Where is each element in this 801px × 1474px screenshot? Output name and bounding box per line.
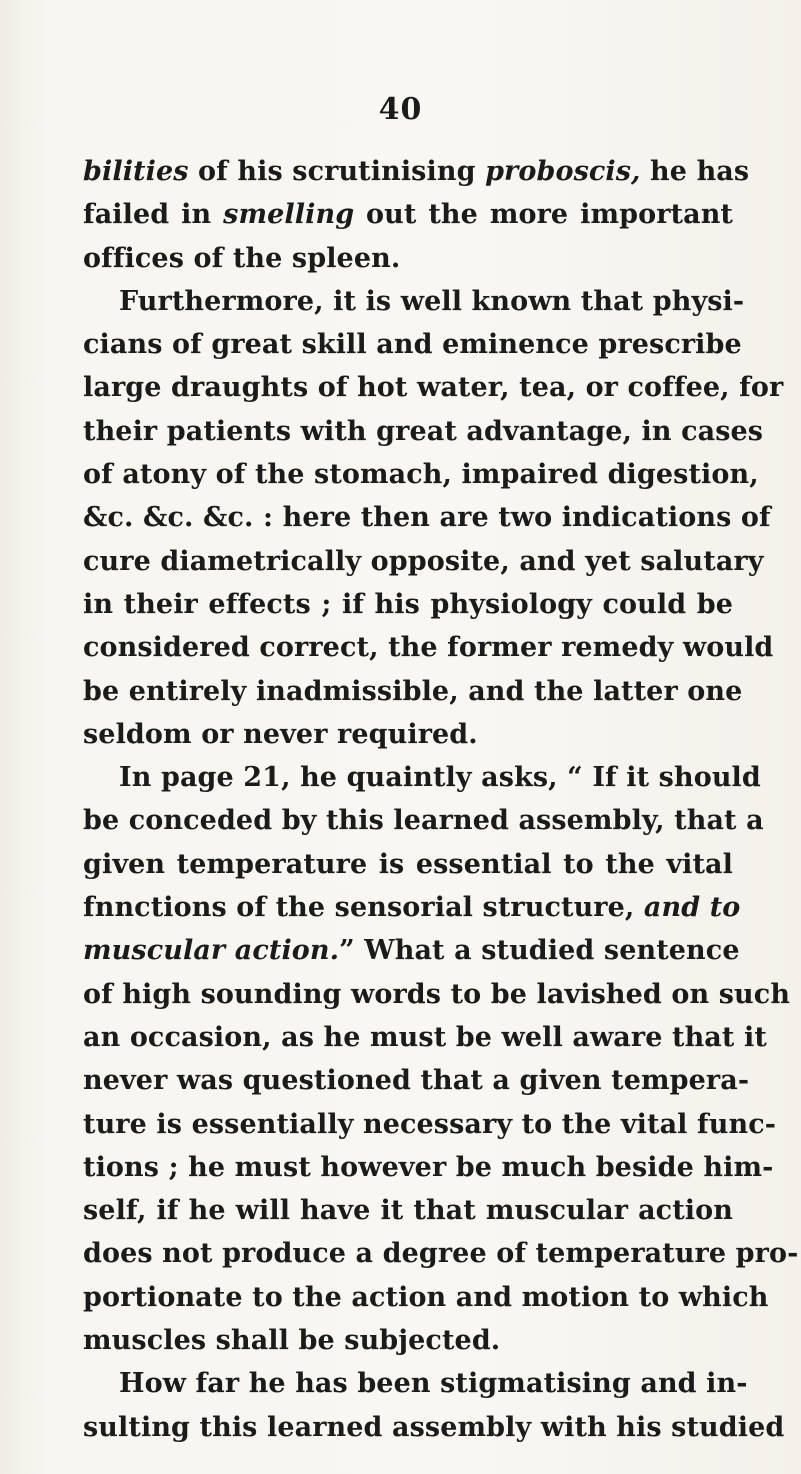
- text-line: [83, 1103, 777, 1146]
- text-line: [83, 540, 764, 583]
- text-line: [83, 756, 761, 799]
- text-run: seldom or never required.: [83, 718, 478, 750]
- text-run: sulting this learned assembly with his studied: [83, 1411, 785, 1443]
- text-run: portionate to the action and motion to which: [83, 1281, 769, 1313]
- text-line: [83, 453, 759, 496]
- text-run: ture is essentially necessary to the vital func-: [83, 1108, 777, 1140]
- text-run: considered correct, the former remedy would: [83, 632, 774, 664]
- text-line: [83, 843, 733, 886]
- text-line: [83, 323, 742, 366]
- text-line: [83, 1016, 767, 1059]
- text-line: [83, 626, 774, 669]
- text-line: [83, 193, 733, 236]
- text-run: ” What a studied sentence: [339, 935, 740, 967]
- text-line: [83, 583, 733, 626]
- body-text: [83, 150, 799, 1449]
- text-line: [83, 1406, 785, 1449]
- text-run: an occasion, as he must be well aware that it: [83, 1021, 767, 1053]
- text-line: [83, 1319, 733, 1362]
- text-run: out the more important: [354, 199, 733, 231]
- text-line: [83, 1276, 769, 1319]
- text-line: [83, 1362, 748, 1405]
- text-run: their patients with great advantage, in cases: [83, 415, 764, 447]
- text-run: &c. &c. &c. : here then are two indications of: [83, 502, 771, 534]
- text-line: [83, 410, 764, 453]
- text-run: be conceded by this learned assembly, that a: [83, 805, 764, 837]
- text-run: muscles shall be subjected.: [83, 1325, 501, 1357]
- text-run: be entirely inadmissible, and the latter one: [83, 675, 743, 707]
- text-line: [83, 150, 750, 193]
- text-line: [83, 799, 764, 842]
- text-line: [83, 496, 771, 539]
- italic-text: bilities: [83, 156, 189, 187]
- text-line: [83, 280, 745, 323]
- text-run: fnnctions of the sensorial structure,: [83, 892, 644, 924]
- text-run: he has: [640, 156, 750, 187]
- text-run: does not produce a degree of temperature pro-: [83, 1238, 799, 1270]
- italic-text: muscular action.: [83, 935, 340, 967]
- text-line: [83, 1059, 750, 1102]
- text-line: [83, 237, 733, 280]
- text-run: self, if he will have it that muscular action: [83, 1195, 733, 1227]
- text-run: given temperature is essential to the vital: [83, 848, 733, 880]
- text-run: How far he has been stigmatising and in-: [119, 1368, 748, 1400]
- page-number: 40: [378, 92, 423, 127]
- text-run: In page 21, he quaintly asks, “ If it should: [119, 762, 761, 794]
- text-run: cians of great skill and eminence prescribe: [83, 329, 742, 361]
- text-line: [83, 713, 733, 756]
- italic-text: smelling: [223, 199, 355, 231]
- italic-text: proboscis,: [485, 156, 641, 187]
- text-run: of high sounding words to be lavished on such: [83, 978, 791, 1010]
- text-run: offices of the spleen.: [83, 242, 401, 274]
- text-run: large draughts of hot water, tea, or coffee, for: [83, 372, 784, 404]
- text-line: [83, 929, 740, 972]
- text-run: failed in: [83, 199, 224, 231]
- text-run: of his scrutinising: [188, 156, 486, 187]
- text-run: tions ; he must however be much beside him-: [83, 1151, 774, 1183]
- text-line: [83, 1189, 733, 1232]
- text-run: in their effects ; if his physiology could be: [83, 588, 733, 620]
- text-line: [83, 886, 741, 929]
- text-line: [83, 366, 784, 409]
- text-run: Furthermore, it is well known that physi-: [119, 285, 745, 317]
- text-run: of atony of the stomach, impaired digestion,: [83, 459, 759, 491]
- text-run: cure diametrically opposite, and yet salutary: [83, 545, 764, 577]
- text-line: [83, 1232, 799, 1275]
- italic-text: and to: [643, 892, 741, 924]
- text-run: never was questioned that a given tempera-: [83, 1065, 750, 1097]
- text-line: [83, 670, 743, 713]
- text-line: [83, 973, 791, 1016]
- text-line: [83, 1146, 774, 1189]
